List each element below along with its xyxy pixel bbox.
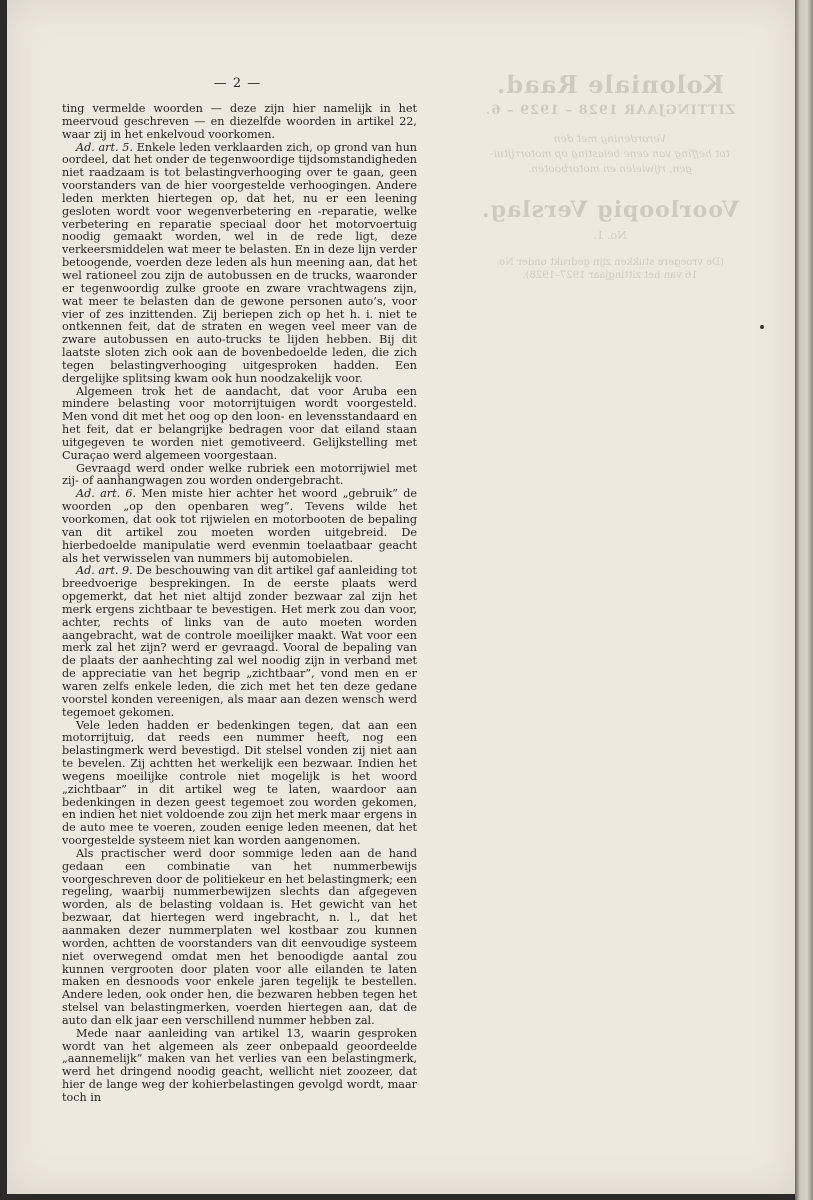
bleed-line: ZITTINGJAAR 1928 – 1929 – 6. — [484, 103, 736, 118]
paragraph — [62, 142, 417, 386]
paragraph-text: ting vermelde woorden — deze zijn hier namelijk in het meervoud geschreven — en diezelfde woorden in artikel 22, waar zij in het enkelvoud voorkomen. — [62, 102, 417, 141]
paragraph — [62, 565, 417, 719]
paragraph-text: Mede naar aanleiding van artikel 13, waarin gesproken wordt van het algemeen als zeer onbepaald geoordeelde „aannemelijk” maken van het verlies van een belastingmerk, werd het dringend noodig geacht, wellicht niet zoozeer, dat hier de lange weg der kohierbelastingen gevolgd wordt, maar toch in — [62, 1026, 417, 1104]
binding-gutter — [795, 0, 813, 1200]
paragraph-text: Men miste hier achter het woord „gebruik” de woorden „op den openbaren weg”. Tevens wilde het voorkomen, dat ook tot rijwielen en motorbooten de bepaling van dit artikel zou moeten worden uitgebreid. De hierbedoelde manipulatie werd evenmin toelaatbaar geacht als het verwisselen van nummers bij automobielen. — [62, 487, 418, 565]
bleed-line: (De vroegere stukken zijn gedrukt onder No. — [496, 257, 724, 268]
paragraph — [62, 720, 417, 848]
paragraph-text: Als practischer werd door sommige leden aan de hand gedaan een combinatie van het nummerbewijs voorgeschreven door de politiekeur en het belastingmerk; een regeling, waarbij nummerbewijzen slechts dan afgegeven worden, als de belasting voldaan is. Het gewicht van het bezwaar, dat hiertegen werd ingebracht, n. l., dat het aanmaken dezer nummerplaten wel kostbaar zou kunnen worden, achtten de voorstanders van dit eenvoudige systeem niet overwegend omdat men het benoodigde aantal zou kunnen vergrooten door platen voor alle eilanden te laten maken en desnoods voor enkele jaren tegelijk te bestellen. Andere leden, ook onder hen, die bezwaren hebben tegen het stelsel van belastingmerken, voerden hiertegen aan, dat de auto dan elk jaar een verschillend nummer hebben zal. — [62, 846, 417, 1027]
bleed-line: No. 1. — [593, 229, 627, 242]
paragraph — [62, 488, 417, 565]
paragraph — [62, 1028, 417, 1105]
paragraph — [62, 848, 417, 1028]
paragraph-text: Gevraagd werd onder welke rubriek een motorrijwiel met zij- of aanhangwagen zou worden ondergebracht. — [62, 461, 417, 488]
paragraph — [62, 386, 417, 463]
paragraph — [62, 103, 417, 142]
bleed-line: 16 van het zittingjaar 1927–1928). — [522, 270, 698, 281]
article-reference: Ad. art. 9. — [76, 564, 133, 578]
article-reference: Ad. art. 5. — [76, 140, 133, 154]
paragraph-text: Algemeen trok het de aandacht, dat voor Aruba een mindere belasting voor motorrijtuigen wordt voorgesteld. Men vond dit met het oog op den loon- en levensstandaard en het feit, dat er belangrijke bedragen voor dat eiland staan uitgegeven te worden niet gemotiveerd. Gelijkstelling met Curaçao werd algemeen voorgestaan. — [62, 384, 417, 462]
bleed-line: Voorloopig Verslag. — [480, 197, 740, 223]
bleed-line: Koloniale Raad. — [495, 70, 725, 99]
document-body — [62, 103, 417, 1105]
page-number: — 2 — — [213, 76, 262, 91]
paragraph-text: Enkele leden verklaarden zich, op grond van hun oordeel, dat het onder de tegenwoordige tijdsomstandigheden niet raadzaam is tot belastingverhooging over te gaan, geen voorstanders van de hier voorgestelde verhoogingen. Andere leden merkten hiertegen op, dat het, nu er een leening gesloten wordt voor wegenverbetering en -reparatie, welke verbetering en reparatie speciaal door het motorvoertuig noodig gemaakt worden, wel in de rede ligt, deze verkeersmiddelen wat meer te belasten. En in deze lijn verder betoogende, voerden deze leden als hun meening aan, dat het wel rationeel zou zijn de autobussen en de trucks, waaronder er tegenwoordig zulke groote en zware vrachtwagens zijn, wat meer te belasten dan de gewone personen auto’s, voor vier of zes inzittenden. Zij beriepen zich op het h. i. niet te ontkennen feit, dat de straten en wegen veel meer van de zware autobussen en auto-trucks te lijden hebben. Bij dit laatste sloten zich ook aan de bovenbedoelde leden, die zich tegen belastingverhooging uitgesproken hadden. Een dergelijke splitsing kwam ook hun noodzakelijk voor. — [62, 140, 417, 385]
bleed-line: tot heffing van eene belasting op motorrijtui- — [490, 148, 730, 160]
bleed-line: Verordening met den — [553, 133, 667, 145]
ink-speck — [760, 325, 764, 329]
paragraph — [62, 463, 417, 489]
bleed-line: gen, rijwielen en motorbooten. — [527, 163, 693, 175]
paragraph-text: De beschouwing van dit artikel gaf aanleiding tot breedvoerige besprekingen. In de eerste plaats werd opgemerkt, dat het niet altijd zonder bezwaar zal zijn het merk ergens zichtbaar te bevestigen. Het merk zou dan voor, achter, rechts of links van de auto moeten worden aangebracht, wat de controle moeilijker maakt. Wat voor een merk zal het zijn? werd er gevraagd. Vooral de bepaling van de plaats der aanhechting zal wel noodig zijn in verband met de appreciatie van het begrip „zichtbaar”, vond men en er waren zelfs enkele leden, die zich met het ten deze gedane voorstel konden vereenigen, als maar aan dezen wensch werd tegemoet gekomen. — [62, 564, 417, 719]
article-reference: Ad. art. 6. — [76, 487, 137, 501]
bleed-through-text — [440, 70, 780, 282]
paragraph-text: Vele leden hadden er bedenkingen tegen, dat aan een motorrijtuig, dat reeds een nummer heeft, nog een belastingmerk werd bevestigd. Dit stelsel vonden zij niet aan te bevelen. Zij achtten het werkelijk een bezwaar. Indien het wegens moeilijke controle niet mogelijk is het woord „zichtbaar” in dit artikel weg te laten, waardoor aan bedenkingen in dezen geest tegemoet zou worden gekomen, en indien het niet voldoende zou zijn het merk maar ergens in de auto mee te voeren, zouden eenige leden meenen, dat het voorgestelde systeem niet kan worden aangenomen. — [62, 718, 417, 848]
